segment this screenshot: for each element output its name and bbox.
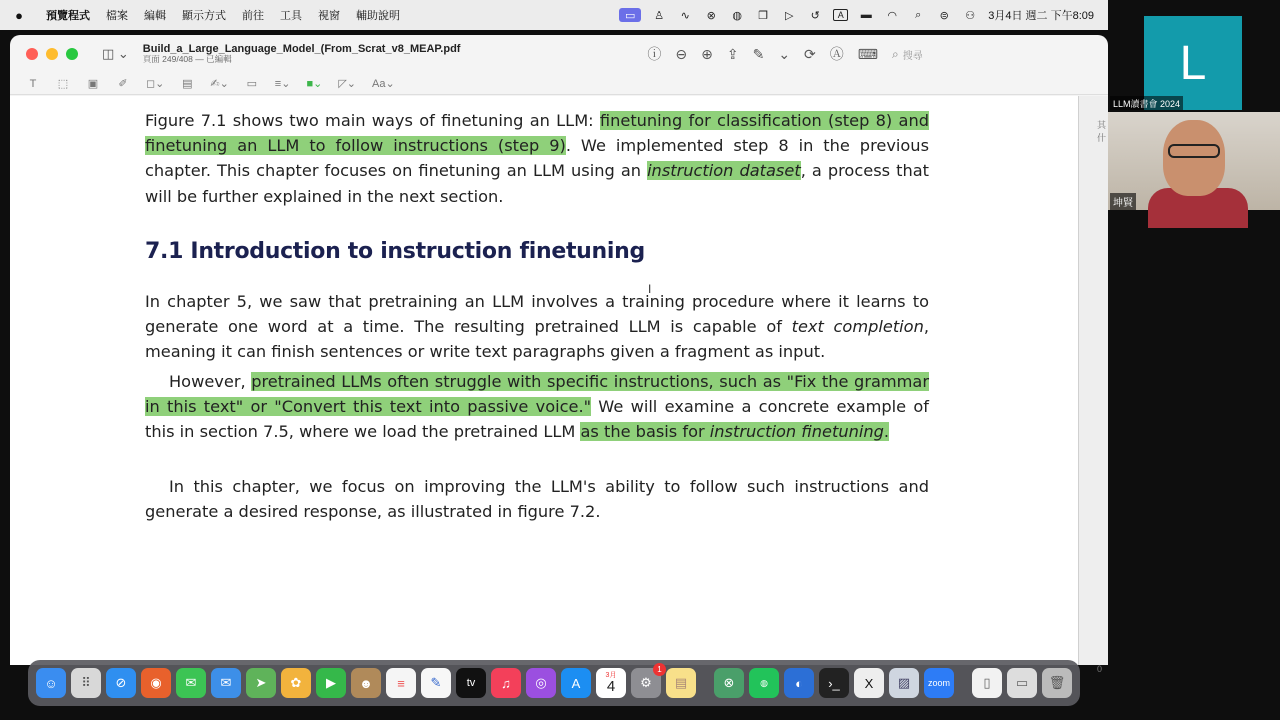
dock-line-icon[interactable]: ◍: [749, 668, 779, 698]
dock-launchpad-icon[interactable]: ⠿: [71, 668, 101, 698]
control-center-icon[interactable]: ⊜: [939, 9, 949, 22]
side-strip-text: 其什: [1097, 120, 1107, 143]
side-panel-strip[interactable]: [1078, 96, 1108, 674]
title-bar: [10, 35, 1108, 73]
rect-select-icon[interactable]: ⬚: [57, 78, 69, 90]
paragraph-4: In this chapter, we focus on improving the LLM's ability to follow such instructions and generate a desired response, as illustrated in figure 7.2.: [145, 477, 929, 522]
play-icon[interactable]: ▷: [785, 9, 794, 22]
dock-podcasts-icon[interactable]: ◎: [526, 668, 556, 698]
text-format-button[interactable]: Aa⌄: [372, 78, 395, 90]
menu-clock[interactable]: 3月4日 週二 下午8:09: [988, 10, 1094, 22]
highlight-4[interactable]: as the basis for: [580, 422, 710, 442]
menu-go[interactable]: 前往: [242, 10, 264, 22]
dock-vpn-icon[interactable]: ⊗: [714, 668, 744, 698]
markup-toolbar: [10, 73, 1108, 95]
chevron-down-icon[interactable]: ⌄: [778, 45, 791, 62]
menu-app-name[interactable]: 預覽程式: [46, 10, 90, 22]
calendar-day: 4: [606, 678, 616, 695]
dock-freeform-icon[interactable]: ✎: [421, 668, 451, 698]
dock-appletv-icon[interactable]: [456, 668, 486, 698]
title-toolbar: [647, 44, 1108, 64]
paragraph-1: [145, 108, 929, 209]
markup-pen-icon[interactable]: ✎: [752, 45, 765, 62]
sketch-icon[interactable]: ✐: [118, 78, 128, 90]
paragraph-2: [145, 289, 929, 365]
document-subtitle: 頁面 249/408 — 已編輯: [142, 54, 232, 65]
window-icon[interactable]: ❐: [758, 9, 769, 22]
p1-text-b: . We implemented step 8 in the previous chapter. This chapter focuses on finetuning an LLM using an: [145, 136, 929, 181]
menu-view[interactable]: 顯示方式: [182, 10, 226, 22]
dock-mail-icon[interactable]: ✉: [211, 668, 241, 698]
apple-menu-icon[interactable]: ●: [15, 7, 23, 23]
text-cursor-icon: I: [648, 282, 652, 296]
dock-browser-icon[interactable]: ◐: [784, 668, 814, 698]
form-icon[interactable]: ⌨: [857, 45, 878, 62]
dock-terminal-icon[interactable]: ›_: [819, 668, 849, 698]
menu-edit[interactable]: 編輯: [144, 10, 166, 22]
instant-alpha-icon[interactable]: ▣: [87, 78, 99, 90]
input-source-icon[interactable]: A: [833, 9, 848, 21]
dock-zoom-icon[interactable]: [924, 668, 954, 698]
line-icon[interactable]: ◍: [732, 9, 743, 22]
p1-text-a: Figure 7.1 shows two main ways of finetuning an LLM:: [145, 111, 600, 130]
dock-window-icon[interactable]: ▭: [1007, 668, 1037, 698]
menu-bar: [0, 0, 1108, 30]
p3-text-b: We will examine a concrete example of this in section 7.5, where we load the pretrained LLM: [145, 397, 929, 442]
history-icon[interactable]: ↺: [810, 9, 820, 22]
title-block: [143, 43, 461, 65]
search-placeholder: 搜尋: [902, 50, 923, 62]
dock-finder-icon[interactable]: ☺: [36, 668, 66, 698]
share-icon[interactable]: ⇪: [726, 45, 739, 62]
highlight-1[interactable]: finetuning for classification (step 8) and finetuning an LLM to follow instructions (step 9): [145, 111, 929, 156]
dock-x-icon[interactable]: X: [854, 668, 884, 698]
dock-safari-icon[interactable]: ⊘: [106, 668, 136, 698]
dock-maps-icon[interactable]: ➤: [246, 668, 276, 698]
text-format-label: Aa: [372, 78, 386, 90]
text-box-icon[interactable]: ▤: [182, 78, 193, 90]
annotate-icon[interactable]: Ⓐ: [829, 46, 844, 62]
side-strip-bottom: 0: [1097, 664, 1103, 674]
pdf-page[interactable]: [10, 96, 1078, 665]
menu-window[interactable]: 視窗: [318, 10, 340, 22]
dock-music-icon[interactable]: ♫: [491, 668, 521, 698]
wifi-icon[interactable]: ◠: [887, 9, 898, 22]
dock-appstore-icon[interactable]: A: [561, 668, 591, 698]
note-icon[interactable]: ▭: [246, 78, 257, 90]
info-icon[interactable]: ⓘ: [647, 46, 662, 62]
dock-notes-icon[interactable]: ▤: [666, 668, 696, 698]
menu-tools[interactable]: 工具: [280, 10, 302, 22]
signature-icon[interactable]: ✍⌄: [210, 78, 229, 90]
dock-document-icon[interactable]: ▯: [972, 668, 1002, 698]
settings-badge: 1: [653, 663, 666, 676]
rotate-icon[interactable]: ⟳: [804, 45, 816, 62]
border-color-icon[interactable]: ■⌄: [306, 78, 323, 90]
person-status-icon[interactable]: ♙: [654, 9, 665, 22]
dock-contacts-icon[interactable]: ☻: [351, 668, 381, 698]
section-heading: 7.1 Introduction to instruction finetuning: [145, 239, 645, 264]
shapes-icon[interactable]: ◻⌄: [146, 78, 165, 90]
p3-text-a: However,: [169, 372, 252, 391]
highlight-2[interactable]: instruction dataset: [647, 161, 801, 181]
window-controls: [26, 48, 78, 60]
menu-help[interactable]: 輔助說明: [356, 10, 400, 22]
dock-calendar-icon[interactable]: [596, 668, 626, 698]
highlight-4-italic[interactable]: instruction finetuning: [709, 422, 884, 442]
highlight-4-end[interactable]: .: [883, 422, 890, 442]
close-window-button[interactable]: [26, 48, 38, 60]
p1-text-c: , a process that will be further explained in the next section.: [145, 161, 929, 206]
video-person-head: [1163, 120, 1225, 196]
dock-reminders-icon[interactable]: ≡: [386, 668, 416, 698]
p2-text-b: , meaning it can finish sentences or write text paragraphs given a fragment as input.: [145, 317, 929, 362]
line-style-icon[interactable]: ≡⌄: [274, 78, 291, 90]
appletv-label: tv: [466, 677, 476, 689]
preview-window: [10, 35, 1108, 674]
dock-preview-icon[interactable]: ▨: [889, 668, 919, 698]
user-icon[interactable]: ⚇: [965, 9, 976, 22]
battery-icon[interactable]: ▬: [860, 9, 872, 21]
text-select-icon[interactable]: T: [29, 77, 37, 90]
sidebar-toggle-icon[interactable]: ◫ ⌄: [102, 46, 129, 61]
spotlight-search-icon[interactable]: ⌕: [915, 8, 922, 21]
screen-share-icon[interactable]: ▭: [619, 8, 641, 22]
menu-file[interactable]: 檔案: [106, 10, 128, 22]
dock-messages-icon[interactable]: ✉: [176, 668, 206, 698]
dock-photos-icon[interactable]: ✿: [281, 668, 311, 698]
sync-error-icon[interactable]: ⊗: [706, 9, 716, 22]
status-area: [619, 7, 1108, 23]
participant-tile-label: LLM讀書會 2024: [1110, 96, 1183, 110]
zoom-window-button[interactable]: [66, 48, 78, 60]
zoom-out-icon[interactable]: ⊖: [675, 45, 688, 62]
document-title: Build_a_Large_Language_Model_(From_Scrat_v8_MEAP.pdf: [142, 42, 461, 55]
search-icon: ⌕: [892, 46, 899, 61]
zoom-label: zoom: [927, 678, 950, 688]
dock-facetime-icon[interactable]: ▶: [316, 668, 346, 698]
search-field[interactable]: [892, 47, 1092, 62]
fill-color-icon[interactable]: ◸⌄: [338, 78, 356, 90]
p2-text-a: In chapter 5, we saw that pretraining an LLM involves a training procedure where it learns to generate one word at a time. The resulting pretrained LLM is capable of: [145, 292, 929, 337]
dock-firefox-icon[interactable]: ◉: [141, 668, 171, 698]
highlight-3[interactable]: pretrained LLMs often struggle with specific instructions, such as "Fix the grammar in this text" or "Convert this text into passive voice.": [145, 372, 930, 417]
participant-video-name: 坤賢: [1110, 193, 1136, 210]
paragraph-3: [145, 369, 929, 445]
zoom-in-icon[interactable]: ⊕: [701, 45, 713, 62]
scribble-icon[interactable]: ∿: [680, 9, 690, 22]
participant-initial: L: [1179, 36, 1207, 90]
calendar-month: 3月: [605, 672, 617, 679]
p2-italic: text completion: [791, 317, 924, 337]
dock-trash-icon[interactable]: 🗑: [1042, 668, 1072, 698]
video-person-glasses: [1168, 144, 1220, 158]
dock-settings-icon[interactable]: ⚙ 1: [631, 668, 661, 698]
minimize-window-button[interactable]: [46, 48, 58, 60]
dock: [28, 660, 1080, 706]
